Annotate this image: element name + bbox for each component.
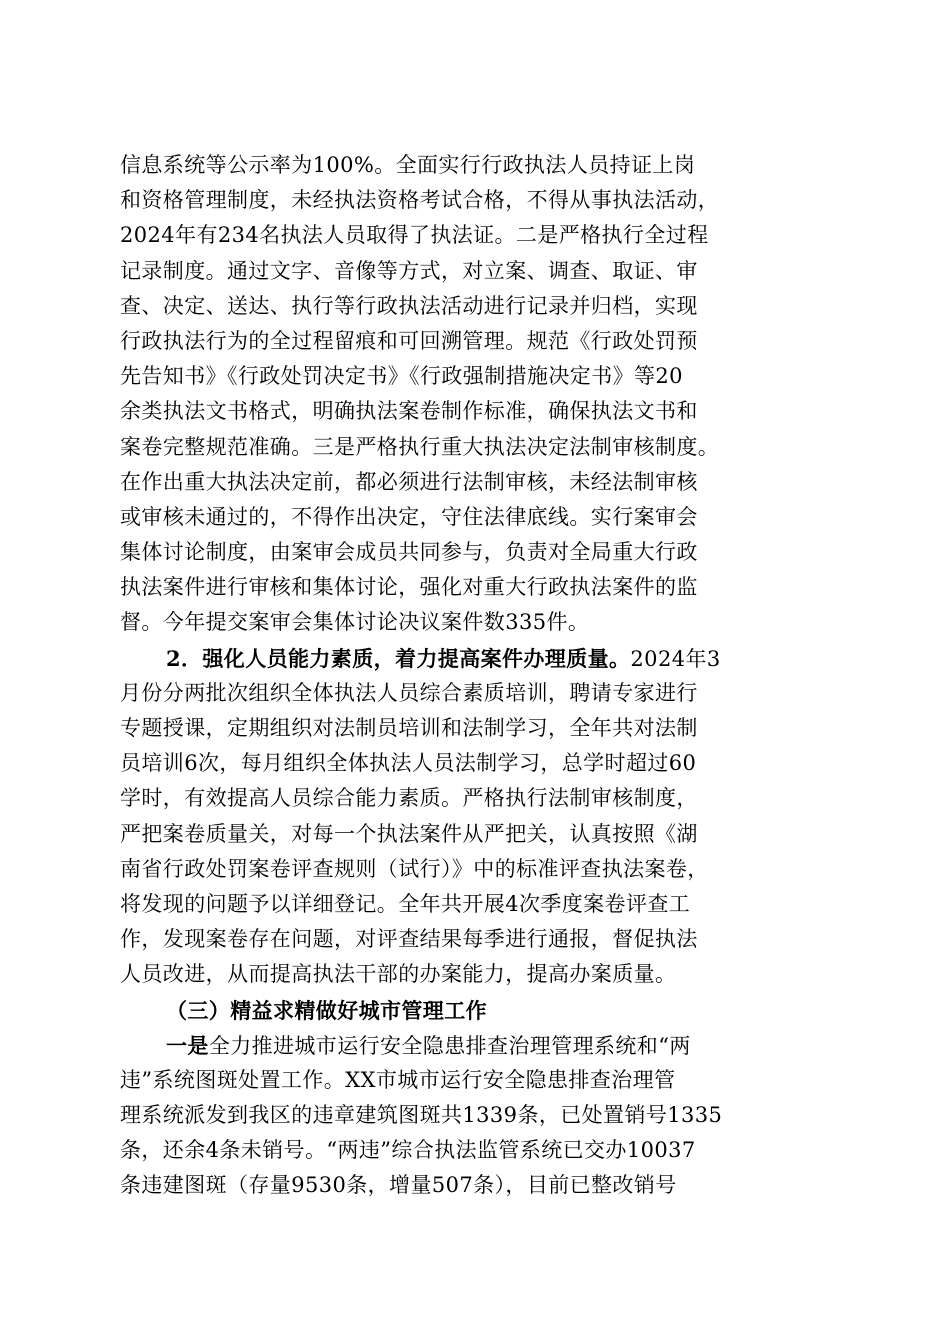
section-2-title: 2．强化人员能力素质，着力提高案件办理质量。: [166, 645, 631, 671]
section-3-first-line: [120, 1028, 834, 1063]
body-line: 理系统派发到我区的违章建筑图斑共1339条，已处置销号1335: [120, 1103, 723, 1128]
section-2-first-line: [120, 641, 834, 676]
body-line: 专题授课，定期组织对法制员培训和法制学习，全年共对法制: [120, 716, 698, 740]
body-line: 查、决定、送达、执行等行政执法活动进行记录并归档，实现: [120, 293, 698, 318]
body-line: 余类执法文书格式，明确执法案卷制作标准，确保执法文书和: [120, 399, 698, 424]
body-line: 条违建图斑（存量9530条，增量507条），目前已整改销号: [120, 1173, 677, 1198]
body-line: 或审核未通过的，不得作出决定，守住法律底线。实行案审会: [120, 504, 698, 529]
body-line: 执法案件进行审核和集体讨论，强化对重大行政执法案件的监: [120, 575, 698, 600]
document-body: [120, 148, 834, 1204]
body-line: 南省行政处罚案卷评查规则（试行）》中的标准评查执法案卷，: [120, 856, 709, 881]
body-line: 集体讨论制度，由案审会成员共同参与，负责对全局重大行政: [120, 540, 698, 565]
body-line: 条，还余4条未销号。“两违”综合执法监管系统已交办10037: [120, 1138, 696, 1163]
body-line: 人员改进，从而提高执法干部的办案能力，提高办案质量。: [120, 962, 677, 987]
body-line: 员培训6次，每月组织全体执法人员法制学习，总学时超过60: [120, 751, 697, 776]
body-line: 将发现的问题予以详细登记。全年共开展4次季度案卷评查工: [120, 891, 691, 916]
body-line: 学时，有效提高人员综合能力素质。严格执行法制审核制度，: [120, 786, 698, 811]
body-line: 行政执法行为的全过程留痕和可回溯管理。规范《行政处罚预: [120, 328, 698, 353]
section-3-item-label: 一是: [166, 1032, 209, 1058]
body-line: 先告知书》《行政处罚决定书》《行政强制措施决定书》等20: [120, 364, 683, 389]
body-line: 月份分两批次组织全体执法人员综合素质培训，聘请专家进行: [120, 680, 698, 705]
section-3-lead-text: 全力推进城市运行安全隐患排查治理管理系统和“两: [208, 1033, 691, 1058]
body-line: 和资格管理制度，未经执法资格考试合格，不得从事执法活动，: [120, 188, 720, 213]
section-2-lead-text: 2024年3: [630, 646, 721, 671]
body-line: 督。今年提交案审会集体讨论决议案件数335件。: [120, 610, 590, 635]
body-line: 严把案卷质量关，对每一个执法案件从严把关，认真按照《湖: [120, 821, 698, 846]
body-line: 违”系统图斑处置工作。XX市城市运行安全隐患排查治理管: [120, 1067, 676, 1092]
section-3-heading: （三）精益求精做好城市管理工作: [166, 997, 487, 1023]
body-line: 信息系统等公示率为100%。全面实行行政执法人员持证上岗: [120, 153, 696, 177]
body-line: 在作出重大执法决定前，都必须进行法制审核，未经法制审核: [120, 469, 698, 494]
body-line: 案卷完整规范准确。三是严格执行重大执法决定法制审核制度。: [120, 434, 720, 459]
body-line: 作，发现案卷存在问题，对评查结果每季进行通报，督促执法: [120, 927, 698, 952]
body-line: 2024年有234名执法人员取得了执法证。二是严格执行全过程: [120, 223, 709, 248]
body-line: 记录制度。通过文字、音像等方式，对立案、调查、取证、审: [120, 258, 698, 283]
